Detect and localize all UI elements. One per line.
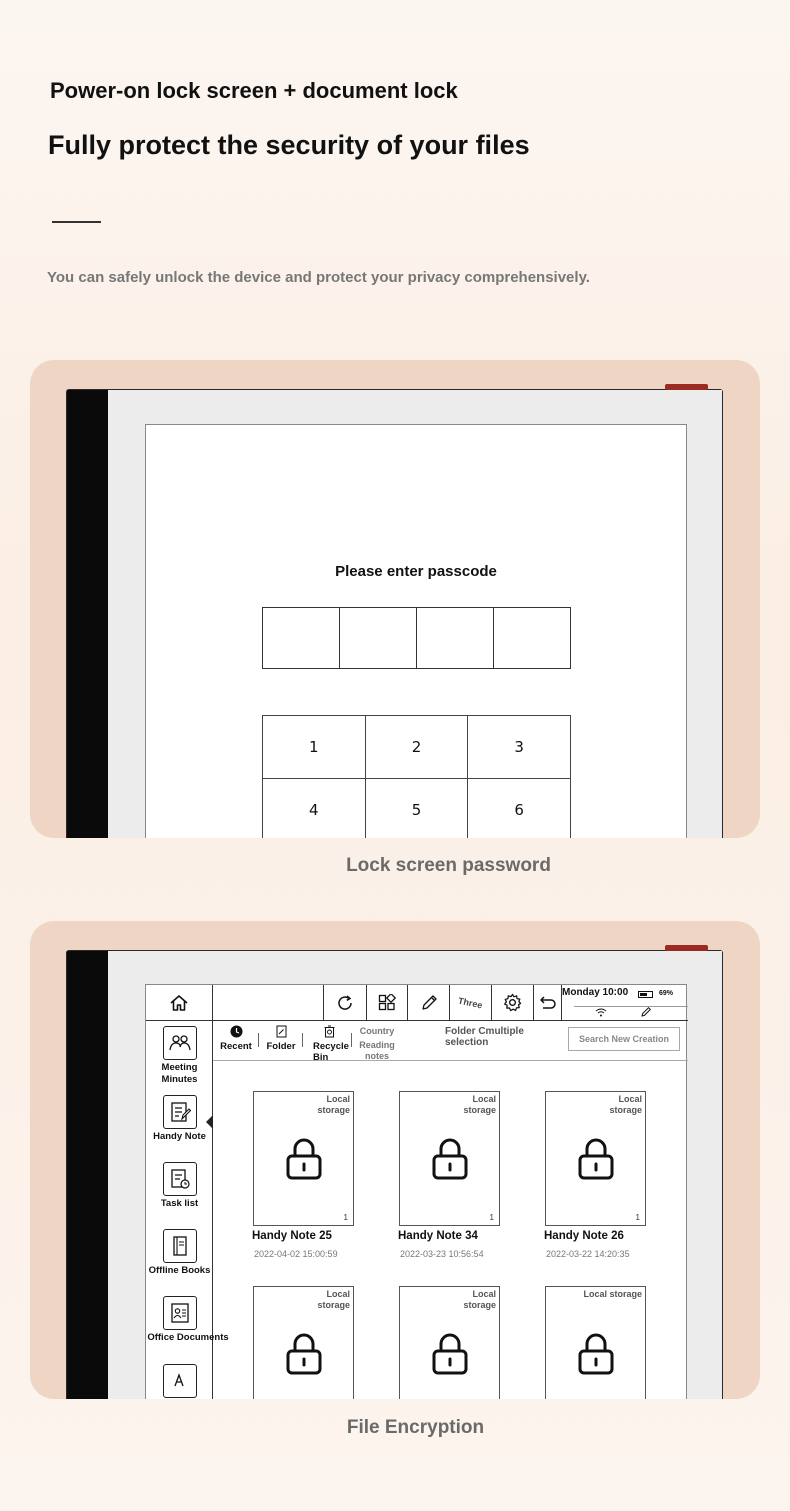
tab-folder-label: Folder <box>266 1041 296 1052</box>
passcode-field[interactable] <box>262 607 571 669</box>
tab-recycle-bin-label: Recycle Bin <box>313 1041 349 1063</box>
passcode-prompt: Please enter passcode <box>335 563 497 580</box>
passcode-digit-box[interactable] <box>340 608 417 668</box>
file-thumbnail[interactable] <box>545 1286 646 1399</box>
page-count: 1 <box>489 1213 494 1222</box>
lock-icon <box>284 1137 324 1186</box>
file-thumbnail[interactable] <box>399 1286 500 1399</box>
tab-country-label: Country <box>359 1026 395 1036</box>
file-tabs <box>213 1021 688 1061</box>
tab-reading-notes[interactable] <box>352 1040 402 1062</box>
home-icon <box>169 993 189 1013</box>
refresh-icon <box>336 994 354 1012</box>
lock-icon <box>284 1332 324 1381</box>
top-toolbar <box>146 985 688 1021</box>
sidebar-label: Meeting Minutes <box>161 1062 198 1085</box>
book-icon <box>163 1229 197 1263</box>
storage-label: Local storage <box>317 1094 350 1115</box>
three-label: Three <box>457 995 484 1010</box>
search-input[interactable]: Search New Creation <box>568 1027 680 1051</box>
file-name: Handy Note 26 <box>544 1230 624 1242</box>
lock-icon <box>430 1332 470 1381</box>
toolbar-spacer <box>213 985 324 1020</box>
page-count: 1 <box>635 1213 640 1222</box>
layout-button[interactable] <box>367 985 408 1020</box>
lock-screen-card <box>30 360 760 838</box>
file-encryption-card <box>30 921 760 1399</box>
tab-folder[interactable] <box>264 1025 298 1052</box>
key-5[interactable]: 5 <box>366 779 469 838</box>
sidebar-item-meeting-minutes[interactable] <box>146 1026 213 1086</box>
storage-label: Local storage <box>609 1094 642 1115</box>
file-encryption-caption: File Encryption <box>346 1417 485 1438</box>
key-1[interactable]: 1 <box>263 716 366 779</box>
lock-screen-caption: Lock screen password <box>346 855 551 876</box>
sidebar-item-handy-note[interactable] <box>146 1095 213 1143</box>
sidebar-label: Office Documents <box>147 1332 229 1343</box>
file-browser-screen <box>145 984 687 1399</box>
home-button[interactable] <box>146 985 213 1020</box>
key-3[interactable]: 3 <box>468 716 571 779</box>
storage-label: Local storage <box>317 1289 350 1310</box>
multi-select-label: Folder Cmultiple selection <box>445 1026 524 1048</box>
clock-icon <box>230 1025 243 1038</box>
tab-reading-notes-label: Reading notes <box>359 1040 395 1061</box>
section-title: Fully protect the security of your files <box>48 130 530 160</box>
section-description: You can safely unlock the device and protect your privacy comprehensively. <box>47 269 590 286</box>
tab-recycle-bin[interactable] <box>309 1025 349 1063</box>
multi-select-button[interactable] <box>445 1026 541 1048</box>
tab-recent-label: Recent <box>220 1041 252 1052</box>
status-time: Monday 10:00 <box>562 987 629 998</box>
sidebar-label: Task list <box>160 1198 199 1209</box>
file-date: 2022-04-02 15:00:59 <box>254 1249 338 1259</box>
three-button[interactable] <box>450 985 492 1020</box>
sidebar-label: Handy Note <box>153 1131 206 1142</box>
file-thumbnail[interactable] <box>253 1286 354 1399</box>
sidebar-item-office-documents[interactable] <box>146 1296 229 1344</box>
file-date: 2022-03-23 10:56:54 <box>400 1249 484 1259</box>
people-icon <box>163 1026 197 1060</box>
battery-percent: 69% <box>659 990 674 997</box>
passcode-digit-box[interactable] <box>417 608 494 668</box>
passcode-digit-box[interactable] <box>494 608 570 668</box>
number-keypad <box>262 715 571 838</box>
page-count: 1 <box>343 1213 348 1222</box>
file-thumbnail[interactable] <box>253 1091 354 1226</box>
wifi-icon <box>595 1007 607 1019</box>
pen-status-icon <box>640 1006 652 1021</box>
settings-button[interactable] <box>492 985 534 1020</box>
section-subtitle: Power-on lock screen + document lock <box>50 78 458 103</box>
storage-label: Local storage <box>463 1289 496 1310</box>
storage-label: Local storage <box>463 1094 496 1115</box>
tasklist-icon <box>163 1162 197 1196</box>
back-button[interactable] <box>534 985 562 1020</box>
tab-recent[interactable] <box>219 1025 253 1052</box>
key-4[interactable]: 4 <box>263 779 366 838</box>
file-date: 2022-03-22 14:20:35 <box>546 1249 630 1259</box>
folder-note-icon <box>275 1025 288 1038</box>
translate-doc-icon <box>163 1364 197 1398</box>
key-6[interactable]: 6 <box>468 779 571 838</box>
note-icon <box>163 1095 197 1129</box>
file-thumbnail[interactable] <box>545 1091 646 1226</box>
file-name: Handy Note 34 <box>398 1230 478 1242</box>
tablet-device <box>66 950 723 1399</box>
contact-doc-icon <box>163 1296 197 1330</box>
title-divider <box>52 221 101 223</box>
pen-button[interactable] <box>408 985 450 1020</box>
pencil-icon <box>420 994 438 1012</box>
passcode-digit-box[interactable] <box>263 608 340 668</box>
battery-icon <box>638 991 653 998</box>
refresh-button[interactable] <box>324 985 367 1020</box>
tab-country[interactable] <box>353 1026 401 1037</box>
lock-icon <box>576 1137 616 1186</box>
lock-icon <box>576 1332 616 1381</box>
sidebar-item-offline-books[interactable] <box>146 1229 213 1277</box>
back-arrow-icon <box>539 995 557 1011</box>
sidebar <box>146 1021 229 1399</box>
lock-icon <box>430 1137 470 1186</box>
sidebar-item-more[interactable] <box>146 1364 213 1398</box>
gear-icon <box>503 993 522 1012</box>
sidebar-item-task-list[interactable] <box>146 1162 213 1210</box>
grid-icon <box>378 994 396 1012</box>
lock-screen <box>145 424 687 838</box>
file-name: Handy Note 25 <box>252 1230 332 1242</box>
selected-indicator <box>206 1115 213 1129</box>
storage-label: Local storage <box>583 1289 642 1299</box>
key-2[interactable]: 2 <box>366 716 469 779</box>
sidebar-label: Offline Books <box>148 1265 211 1276</box>
recycle-bin-icon <box>323 1025 336 1038</box>
tablet-device <box>66 389 723 838</box>
file-thumbnail[interactable] <box>399 1091 500 1226</box>
